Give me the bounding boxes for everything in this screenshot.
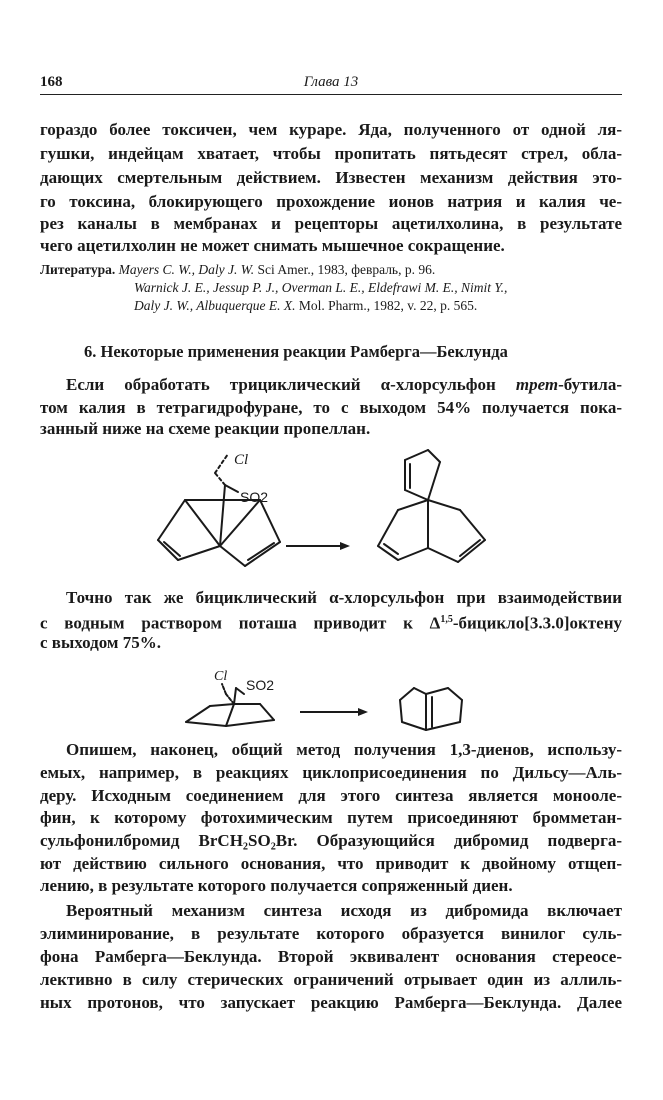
text-line xyxy=(40,610,622,634)
literature-line xyxy=(40,261,622,279)
bicyclooctene-product xyxy=(400,688,462,730)
text-line: фона Рамберга—Беклунда. Второй эквивалент основания стереосе- xyxy=(40,947,622,966)
text-line: том калия в тетрагидрофуране, то с выходом 54% получается пока- xyxy=(40,398,622,417)
superscript: 1,5 xyxy=(440,614,453,625)
text-line: лективно в силу стерических ограничений отрывает один из аллиль- xyxy=(40,970,622,989)
reaction-scheme-1 xyxy=(140,448,520,578)
running-title: Глава 13 xyxy=(303,74,359,90)
text-line: лению, в результате которого получается сопряженный диен. xyxy=(40,876,513,895)
text-line xyxy=(66,375,622,395)
text-span: Если обработать трициклический α-хлорсульфон xyxy=(66,375,516,394)
literature-label: Литература. xyxy=(40,262,116,277)
text-line: фин, к которому фотохимическим путем присоединяют бромметан- xyxy=(40,808,622,827)
reactant-structure xyxy=(158,454,280,566)
text-line: рез каналы в мембранах и рецепторы ацетилхолина, в результате xyxy=(40,214,622,233)
text-line: с выходом 75%. xyxy=(40,633,161,652)
section-heading: 6. Некоторые применения реакции Рамберга—Беклунда xyxy=(84,342,508,361)
literature-authors: Warnick J. E., Jessup P. J., Overman L. E., Eldefrawi M. E., Nimit Y., xyxy=(134,280,508,295)
text-line: емых, например, в реакциях циклоприсоединения по Дильсу—Аль- xyxy=(40,763,622,782)
reaction-arrow xyxy=(300,708,368,716)
text-line: сульфонилбромид BrCH₂SO₂Br. Образующийся дибромид подверга- xyxy=(40,831,622,850)
italic-term: трет xyxy=(515,375,559,394)
literature-authors: Daly J. W., Albuquerque E. X. xyxy=(134,298,296,313)
text-line: дающих смертельным действием. Известен механизм действия это- xyxy=(40,168,622,187)
literature-line xyxy=(134,279,622,297)
text-line: деру. Исходным соединением для этого синтеза является монооле- xyxy=(40,786,622,805)
text-line: Опишем, наконец, общий метод получения 1,3-диенов, использу- xyxy=(66,740,622,759)
text-span: -бутила- xyxy=(558,375,622,394)
propellane-structure xyxy=(378,450,485,562)
sulfonyl-label: SO2 xyxy=(240,489,269,505)
literature-line xyxy=(134,297,622,315)
chlorine-label: Cl xyxy=(214,669,228,684)
text-line: ных протонов, что запускает реакцию Рамберга—Беклунда. Далее xyxy=(40,993,622,1012)
text-line: гораздо более токсичен, чем кураре. Яда, полученного от одной ля- xyxy=(40,120,622,139)
text-line: занный ниже на схеме реакции пропеллан. xyxy=(40,419,371,438)
sulfonyl-label: SO2 xyxy=(246,677,275,693)
text-line: гушки, индейцам хватает, чтобы пропитать пятьдесят стрел, обла- xyxy=(40,144,622,163)
page-header xyxy=(40,72,622,95)
text-line: го токсина, блокирующего прохождение ионов натрия и калия че- xyxy=(40,192,622,211)
text-line: Вероятный механизм синтеза исходя из дибромида включает xyxy=(66,901,622,920)
reaction-scheme-2 xyxy=(170,664,490,744)
reaction-arrow xyxy=(286,542,350,550)
text-line: ют действию сильного основания, что приводит к двойному отщеп- xyxy=(40,854,622,873)
text-line: Точно так же бициклический α-хлорсульфон при взаимодействии xyxy=(66,588,622,607)
page-number: 168 xyxy=(40,74,63,90)
text-span: с водным раствором поташа приводит к Δ xyxy=(40,613,441,633)
literature-source: Sci Amer., 1983, февраль, p. 96. xyxy=(254,262,436,277)
text-line: элиминирование, в результате которого образуется винилог суль- xyxy=(40,924,622,943)
text-span: -бицикло[3.3.0]октену xyxy=(452,613,622,633)
chlorine-label: Cl xyxy=(234,452,249,468)
literature-source: Mol. Pharm., 1982, v. 22, p. 565. xyxy=(295,298,478,313)
literature-authors: Mayers C. W., Daly J. W. xyxy=(118,262,255,277)
text-line: чего ацетилхолин не может снимать мышечное сокращение. xyxy=(40,236,505,255)
